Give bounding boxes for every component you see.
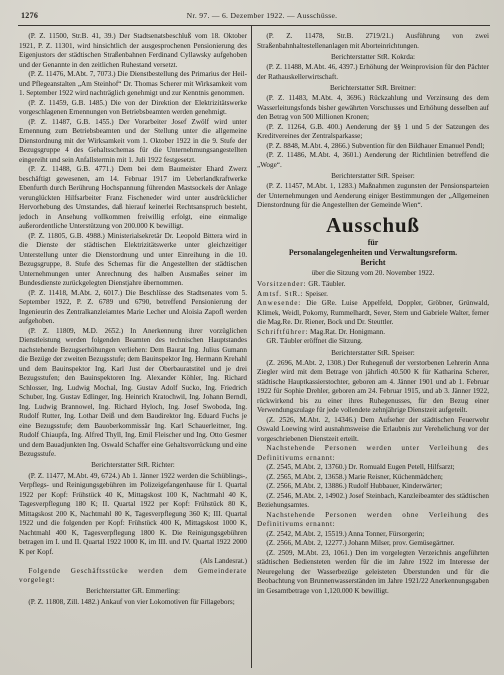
rapporteur-heading-richter: Berichterstatter StR. Richter: xyxy=(91,461,175,470)
resolution-11487: (P. Z. 11487, G.B. 1455.) Der Vorarbeiter Josef Zwölf wird unter Ernennung zum Betriebsbeamten und der Stellung unter die allgemeine Dienstordnung mit der Wirksamkeit vom 1. Oktober 1922 in die 9. Stufe der Bezugsgruppe 4 des Gehaltsschemas für die Unternehmungsangestellten eingereiht und sein Anfallstermin mit 1. Juli 1922 festgesetzt. xyxy=(19,117,247,164)
attendance-councillor xyxy=(257,290,489,300)
resolution-11809: (P. Z. 11809, M.D. 2652.) In Anerkennung ihrer vorzüglichen Dienstleistung werden folgenden Beamten des technischen Hauptstandes nachstehende Bezugserhöhungen verliehen: Dem Baurat Ing. Julius Gumann die Bezüge der zweiten Bezugsstufe; dem Bauinspektor Ing. Hermann Krehahl und dem Bauinspektor Ing. Karl Just der Oberbauratstitel und je drei Bezugsstufen; den Bauinspektoren Ing. Alexander Köhler, Ing. Richard Schlosser, Ing. Ludwig Mochal, Ing. Gustav Adolf Sucko, Ing. Friedrich Schuber, Ing. Gustav Edlinger, Ing. Heinrich Kratochwil, Ing. Johann Berndl, Ing. Ludwig Brannowel, Ing. Richard Hyloch, Ing. Josef Swoboda, Ing. Rudolf Rutter, Ing. Lothar Deiß und dem Baudirektor Ing. Eduard Fuchs je eine Bezugsstufe; dem Bauoberkommissär Ing. Karl Schauerleitner, Ing. Rudolf Chiaupfa, Ing. Alfred Thyll, Ing. Emil Fleischer und Ing. Otto Gesmer und dem Bauadjunkten Ing. Oswald Schaffer eine Gehaltsvorrückung und eine Bezugsstufe. xyxy=(19,326,247,458)
resolution-11477: (P. Z. 11477, M.Abt. 49, 6724.) Ab 1. Jänner 1922 werden die Schüblings-, Verpflegs- und Reinigungsgebühren im Polizeigefangenhause für I. Quartal 1922 per Kopf: Frühstück 40 K, Mittagskost 100 K, Nachtmahl 40 K, Tagesverpflegung 180 K; II. Quartal 1922 per Kopf: Frühstück 80 K, Mittagskost 200 K, Nachtmahl 80 K, Tagesverpflegung 360 K; III. Quartal 1922 und die folgenden per Kopf: Frühstück 400 K, Mittagskost 1000 K, Nachtmahl 400 K, Tagesverpflegung 1800 K. Die Reinigungsgebühren betragen im I. und II. Quartal 1922 1000 K, im III. und IV. Quartal 1922 2000 K per Kopf. xyxy=(19,471,247,556)
left-column xyxy=(19,32,247,668)
committee-subject: Personalangelegenheiten und Verwaltungsreform. xyxy=(288,247,458,257)
attendance-value: Die GRe. Luise Appelfeld, Doppler, Gröbner, Grünwald, Klimek, Weidl, Pokorny, Rummelhardt, Sever, Stern und Gabriele Walter, ferner die Mag.Re. Dr. Riener, Bock und Dr. Steuttler. xyxy=(257,299,489,327)
appointment-z-2566-b: (Z. 2566, M.Abt. 2, 12277.) Johann Milser, prov. Gemüsegärtner. xyxy=(266,539,455,548)
attendance-value: GR. Täubler. xyxy=(308,280,346,289)
committee-title: Ausschuß xyxy=(326,212,420,237)
resolution-11805: (P. Z. 11805, G.B. 4988.) Ministerialsekretär Dr. Leopold Bittera wird in die Dienste der städtischen Elektrizitätswerke unter gleichzeitiger Unterstellung unter die Dienstordnung und unter Einreihung in die 10. Bezugsgruppe, 8. Stufe des Schemas für die Angestellten der städtischen Unternehmungen unter Anrechnung des halben Ausmaßes seiner im Bundesdienste zurückgelegten Dienstjahre übernommen. xyxy=(19,231,247,287)
appointment-z-2546: (Z. 2546, M.Abt. 2, 14902.) Josef Steinbach, Kanzleibeamter des städtischen Beziehungsamtes. xyxy=(257,491,489,510)
submission-11457: (P. Z. 11457, M.Abt. 1, 1283.) Maßnahmen zugunsten der Pensionsparteien der Unternehmungen und Aenderung einiger Bestimmungen der „Allgemeinen Dienstordnung für die Angestellten der Gemeinde Wien“. xyxy=(257,182,489,210)
running-title: Nr. 97. — 6. Dezember 1922. — Ausschüsse. xyxy=(186,11,338,20)
page-number: 1276 xyxy=(21,11,39,20)
report-label: Bericht xyxy=(360,258,386,268)
rapporteur-heading-speiser: Berichterstatter StR. Speiser: xyxy=(331,171,415,180)
appointment-z-2566: (Z. 2566, M.Abt. 2, 13886.) Rudolf Hubbauer, Kinderwärter; xyxy=(266,482,443,491)
submission-11483: (P. Z. 11483, M.Abt. 4, 3696.) Rückzahlung und Verzinsung des dem Wasserleitungsfonds bisher gewährten Vorschusses und Erhöhung desselben auf den Betrag von 500 Millionen Kronen; xyxy=(257,94,489,122)
submission-11808: (P. Z. 11808, Zill. 1482.) Ankauf von vier Lokomotiven für Fillagebors; xyxy=(28,597,235,606)
rapporteur-heading-emmerling: Berichterstatter GR. Emmerling: xyxy=(85,587,180,596)
header-rule xyxy=(18,25,490,26)
council-submission-intro: Folgende Geschäftsstücke werden dem Gemeinderate vorgelegt: xyxy=(19,566,247,585)
resolution-z-2696: (Z. 2696, M.Abt. 2, 1308.) Der Ruhegenuß der verstorbenen Lehrerin Anna Ziegler wird mit dem Betrage von jährlich 40.500 K für Katharina Scherer, städtische Hauptkassierstochter, geboren am 4. Jänner 1901 und ab 1. Februar 1922 für Sophie Drehler, geboren am 24. Februar 1915, und ab 3. Jänner 1922, rückwirkend bis zu einer ihres Ruhegenusses, für den Bezug einer Verwendungszulage für jede vollendete zehnjährige Dienstzeit aufgeteilt. xyxy=(257,358,489,415)
submission-11488: (P. Z. 11488, M.Abt. 46, 4397.) Erhöhung der Weinprovision für den Pächter der Rathauskellerwirtschaft. xyxy=(257,63,489,81)
resolution-z-2526: (Z. 2526, M.Abt. 2, 14346.) Dem Aufseher der städtischen Feuerwehr Oswald Loewing wird ausnahmsweise die Erlaubnis zur Verehelichung vor der vorgeschriebenen Dienstzeit erteilt. xyxy=(257,415,489,443)
appointments-intro-provisional: Nachstehende Personen werden ohne Verleihung des Definitivums ernannt: xyxy=(257,510,489,529)
attendance-chair xyxy=(257,280,489,290)
rapporteur-heading-speiser-2: Berichterstatter StR. Speiser: xyxy=(331,348,415,357)
submission-8848: (P. Z. 8848, M.Abt. 4, 2866.) Subvention für den Bildhauer Emanuel Pendl; xyxy=(266,141,485,150)
committee-title-for: für xyxy=(367,237,379,247)
appointments-intro-definitive: Nachstehende Personen werden unter Verleihung des Definitivums ernannt: xyxy=(257,444,489,462)
attendance-value: Speiser. xyxy=(305,289,328,298)
attendance-label: Schriftführer: xyxy=(257,327,309,336)
rapporteur-heading-kokrda: Berichterstatter StR. Kokrda: xyxy=(330,52,416,61)
appointment-z-2565: (Z. 2565, M.Abt. 2, 13658.) Marie Reisner, Küchenmädchen; xyxy=(266,472,443,481)
attendance-label: Anwesende: xyxy=(257,299,302,308)
submission-11486: (P. Z. 11486, M.Abt. 4, 3601.) Aenderung der Richtlinien betreffend die „Woge“. xyxy=(257,151,489,169)
resolution-11488: (P. Z. 11488, G.B. 4771.) Dem bei dem Baumeister Ehard Zwerz beschäftigt gewesenen, am 14. Februar 1917 im Ueberlandkraftwerke Ebenfurth durch Berührung Hochspannung führenden Mastsockels der Anlage verunglückten Hilfsarbeiter Franz Fischeneder wird unter ausdrücklicher Hervorhebung des Umstandes, daß hierauf keinerlei Rechtsanspruch besteht, jedoch in Ansehung vollkommen freiwillig erfolgt, eine einmalige außerordentliche Unterstützung von 200.000 K bewilligt. xyxy=(19,165,247,230)
appointment-z-2545: (Z. 2545, M.Abt. 2, 13760.) Dr. Romuald Eugen Petell, Hilfsarzt; xyxy=(266,463,455,472)
resolution-11476: (P. Z. 11476, M.Abt. 7, 7073.) Die Dienstbestellung des Primarius der Heil- und Pflegeanstalten „Am Steinhof“ Dr. Thomas Scherer mit Wirksamkeit vom 1. September 1922 wird nachträglich genehmigt und zur Kenntnis genommen. xyxy=(19,70,247,97)
submission-11264: (P. Z. 11264, G.B. 400.) Aenderung der §§ 1 und 5 der Satzungen des Kreditvereines der Zentralsparkasse; xyxy=(257,122,489,141)
column-divider xyxy=(251,26,252,668)
attendance-value: Mag.Rat. Dr. Honigmann. xyxy=(310,327,386,336)
right-column xyxy=(257,32,489,668)
attendance-label: Vorsitzender: xyxy=(257,280,307,289)
resolution-z-2509: (Z. 2509, M.Abt. 23, 1061.) Den im vorgelegten Verzeichnis angeführten städtischen Bediensteten werden für die im Jahre 1922 im Interesse der Neuregelung der Wasserbezüge geleisteten Überstunden und für die Beobachtung von Brunnenwasserständen im Jahre 1921/22 Anerkennungsgaben im Gesamtbetrage von 1,120.000 K bewilligt. xyxy=(257,548,489,595)
resolution-11418: (P. Z. 11418, M.Abt. 2, 6017.) Die Beschlüsse des Stadtsenates vom 5. September 1922, P. Z. 6789 und 6790, betreffend Pensionierung der Ingenieurin des Zentralkanzleiamtes Marie Lecher und Aloisia Zapofl werden aufgehoben. xyxy=(19,288,247,325)
rapporteur-heading-breitner: Berichterstatter StR. Breitner: xyxy=(329,83,417,92)
attendance-secretary xyxy=(257,328,489,338)
attendance-label: Amtsf. StR.: xyxy=(257,289,304,298)
attendance-present xyxy=(257,299,489,328)
session-date: über die Sitzung vom 20. November 1922. xyxy=(311,268,435,277)
appointment-z-2542: (Z. 2542, M.Abt. 2, 15519.) Anna Tonner, Fürsorgerin; xyxy=(266,529,425,538)
resolution-11459: (P. Z. 11459, G.B. 1485.) Die von der Direktion der Elektrizitätswerke vorgeschlagenen Ernennungen von Betriebsbeamten werden genehmigt. xyxy=(19,98,247,116)
session-opening: GR. Täubler eröffnet die Sitzung. xyxy=(266,337,363,346)
submission-11478: (P. Z. 11478, Str.B. 2719/21.) Ausführung von zwei Straßenbahnhaltestellenanlagen mit Aborteinrichtungen. xyxy=(257,32,489,50)
capacity-note: (Als Landesrat.) xyxy=(200,557,247,566)
resolution-11500: (P. Z. 11500, Str.B. 41, 39.) Der Stadtsenatsbeschluß vom 18. Oktober 1921, P. Z. 11301, wird hinsichtlich der ausgesprochenen Pensionierung des Eigenjustors der städtischen Straßenbahnen Ferdinand Cyllawsky aufgehoben und der Genannte in den zeitlichen Ruhestand versetzt. xyxy=(19,32,247,69)
